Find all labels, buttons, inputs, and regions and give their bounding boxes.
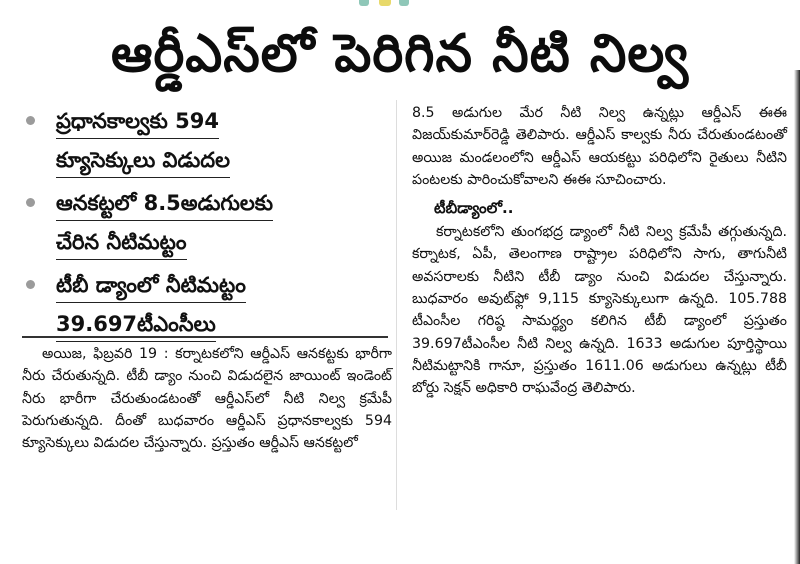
page-edge-shadow — [794, 70, 800, 564]
article-left-column — [22, 343, 392, 454]
top-mark-right — [399, 0, 409, 6]
highlights-list — [20, 104, 320, 350]
article-subheading: టీబీడ్యాంలో.. — [434, 199, 514, 218]
highlight-line: 39.697టీఎంసీలు — [56, 307, 216, 342]
highlight-line: ప్రధానకాల్వకు 594 — [56, 104, 219, 139]
article-paragraph: కర్నాటకలోని తుంగభద్ర డ్యాంలో నీటి నిల్వ క్రమేపీ తగ్గుతున్నది. కర్నాటక, ఏపీ, తెలంగాణ రాష్ట్రాల పరిధిలోని సాగు, తాగునీటి అవసరాలకు నీటిని టీబీ డ్యాం నుంచి విడుదల చేస్తున్నారు. బుధవారం అవుట్‌ఫ్లో 9,115 క్యూసెక్కులుగా ఉన్నది. 105.788 టీఎంసీల గరిష్ఠ సామర్థ్యం కలిగిన టీబీ డ్యాంలో ప్రస్తుతం 39.697టీఎంసీల నీటి నిల్వ ఉన్నది. 1633 అడుగుల పూర్తిస్థాయి నీటిమట్టానికి గానూ, ప్రస్తుతం 1611.06 అడుగులు ఉన్నట్లు టీబీ బోర్డు సెక్షన్ అధికారి రాఘవేంద్ర తెలిపారు. — [412, 224, 787, 397]
highlights-divider — [22, 336, 388, 338]
decorative-top-marks — [355, 0, 415, 10]
highlight-line: టీబీ డ్యాంలో నీటిమట్టం — [56, 268, 246, 303]
bullet-dot-icon — [26, 280, 35, 289]
highlight-item — [20, 186, 320, 260]
highlight-line: చేరిన నీటిమట్టం — [56, 225, 187, 260]
article-paragraph: 8.5 అడుగుల మేర నీటి నిల్వ ఉన్నట్లు ఆర్డీఎస్ ఈఈ విజయ్‌కుమార్‌రెడ్డి తెలిపారు. ఆర్డీఎస్ కాల్వకు నీరు చేరుతుండటంతో అయిజ మండలంలోని ఆర్డీఎస్ ఆయకట్టు పరిధిలోని రైతులు నీటిని పంటలకు పారించుకోవాలని ఈఈ సూచించారు. — [412, 105, 787, 188]
column-divider — [396, 100, 397, 510]
highlight-item — [20, 268, 320, 342]
article-paragraph: అయిజ, ఫిబ్రవరి 19 : కర్నాటకలోని ఆర్డీఎస్ ఆనకట్టకు భారీగా నీరు చేరుతున్నది. టీబీ డ్యాం నుంచి విడుదలైన జాయింట్ ఇండెంట్ నీరు భారీగా చేరుతుండటంతో ఆర్డీఎస్‌లో నీటి నిల్వ క్రమేపీ పెరుగుతున్నది. దీంతో బుధవారం ఆర్డీఎస్ ప్రధానకాల్వకు 594 క్యూసెక్కులు విడుదల చేస్తున్నారు. ప్రస్తుతం ఆర్డీఎస్ ఆనకట్టలో — [22, 346, 392, 452]
article-right-column — [412, 102, 787, 400]
bullet-dot-icon — [26, 198, 35, 207]
headline: ఆర్డీఎస్‌లో పెరిగిన నీటి నిల్వ — [110, 24, 690, 84]
highlight-item — [20, 104, 320, 178]
highlight-line: ఆనకట్టలో 8.5అడుగులకు — [56, 186, 273, 221]
bullet-dot-icon — [26, 116, 35, 125]
top-mark-left — [359, 0, 369, 6]
highlight-line: క్యూసెక్కులు విడుదల — [56, 143, 230, 178]
top-mark-center — [379, 0, 391, 6]
